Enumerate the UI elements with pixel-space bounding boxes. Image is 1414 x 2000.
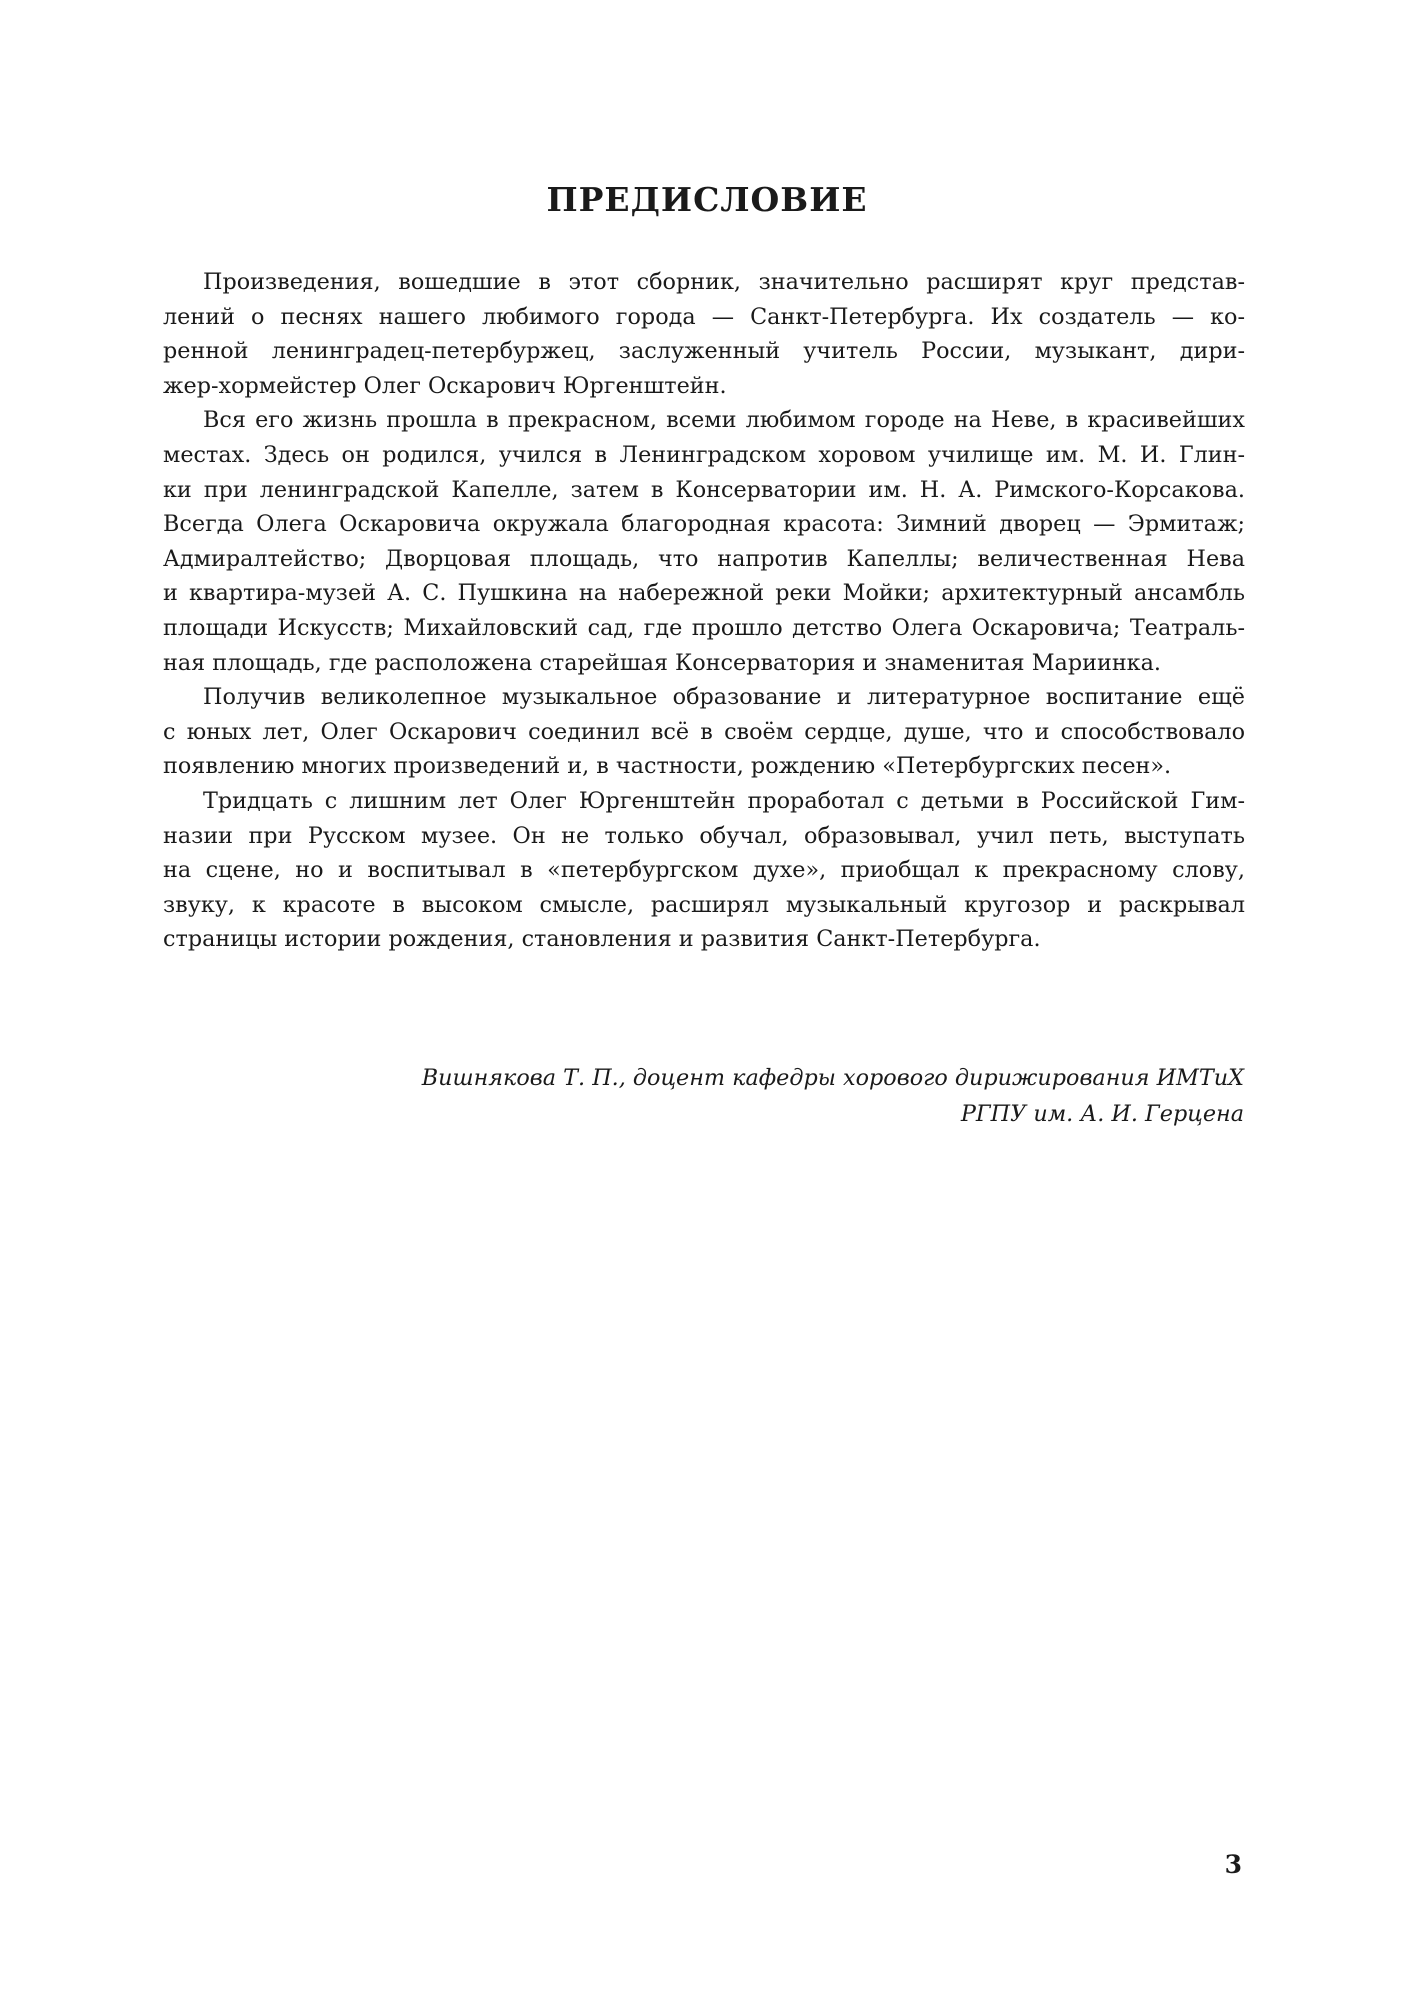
text-line: Произведения, вошедшие в этот сборник, значительно расширят круг представ- [203,269,1245,295]
paragraph-2 [163,403,1245,680]
text-line: с юных лет, Олег Оскарович соединил всё в своём сердце, душе, что и способствовало [163,718,1245,745]
text-line: страницы истории рождения, становления и развития Санкт-Петербурга. [163,926,1041,953]
page-number: 3 [1224,1850,1242,1879]
text-line: звуку, к красоте в высоком смысле, расширял музыкальный кругозор и раскрывал [163,891,1245,918]
author-signature [422,1060,1244,1132]
page-title: ПРЕДИСЛОВИЕ [546,180,868,219]
text-line: Всегда Олега Оскаровича окружала благородная красота: Зимний дворец — Эрмитаж; [163,511,1245,538]
text-line: ренной ленинградец-петербуржец, заслуженный учитель России, музыкант, дири- [163,338,1245,365]
text-line: Тридцать с лишним лет Олег Юргенштейн проработал с детьми в Российской Гим- [203,787,1245,814]
text-line: ная площадь, где расположена старейшая Консерватория и знаменитая Мариинка. [163,649,1162,676]
text-line: площади Искусств; Михайловский сад, где прошло детство Олега Оскаровича; Театраль- [163,614,1245,641]
paragraph-3 [163,680,1245,784]
text-line: Адмиралтейство; Дворцовая площадь, что напротив Капеллы; величественная Нева [163,545,1245,572]
signature-line-2: РГПУ им. А. И. Герцена [960,1101,1244,1127]
text-line: местах. Здесь он родился, учился в Ленинградском хоровом училище им. М. И. Глин- [163,441,1245,468]
text-line: на сцене, но и воспитывал в «петербургском духе», приобщал к прекрасному слову, [163,857,1245,884]
signature-line-1: Вишнякова Т. П., доцент кафедры хорового дирижирования ИМТиХ [421,1065,1244,1091]
text-line: ки при ленинградской Капелле, затем в Консерватории им. Н. А. Римского-Корсакова. [163,476,1245,503]
text-line: лений о песнях нашего любимого города — Санкт-Петербурга. Их создатель — ко- [163,303,1245,330]
paragraph-4 [163,784,1245,957]
text-line: назии при Русском музее. Он не только обучал, образовывал, учил петь, выступать [163,822,1245,849]
text-line: Вся его жизнь прошла в прекрасном, всеми любимом городе на Неве, в красивейших [203,407,1245,434]
text-line: появлению многих произведений и, в частности, рождению «Петербургских песен». [163,753,1172,780]
preface-body [163,265,1245,957]
text-line: Получив великолепное музыкальное образование и литературное воспитание ещё [203,684,1245,711]
text-line: жер-хормейстер Олег Оскарович Юргенштейн. [163,372,727,399]
text-line: и квартира-музей А. С. Пушкина на набережной реки Мойки; архитектурный ансамбль [163,580,1245,607]
paragraph-1 [163,265,1245,403]
